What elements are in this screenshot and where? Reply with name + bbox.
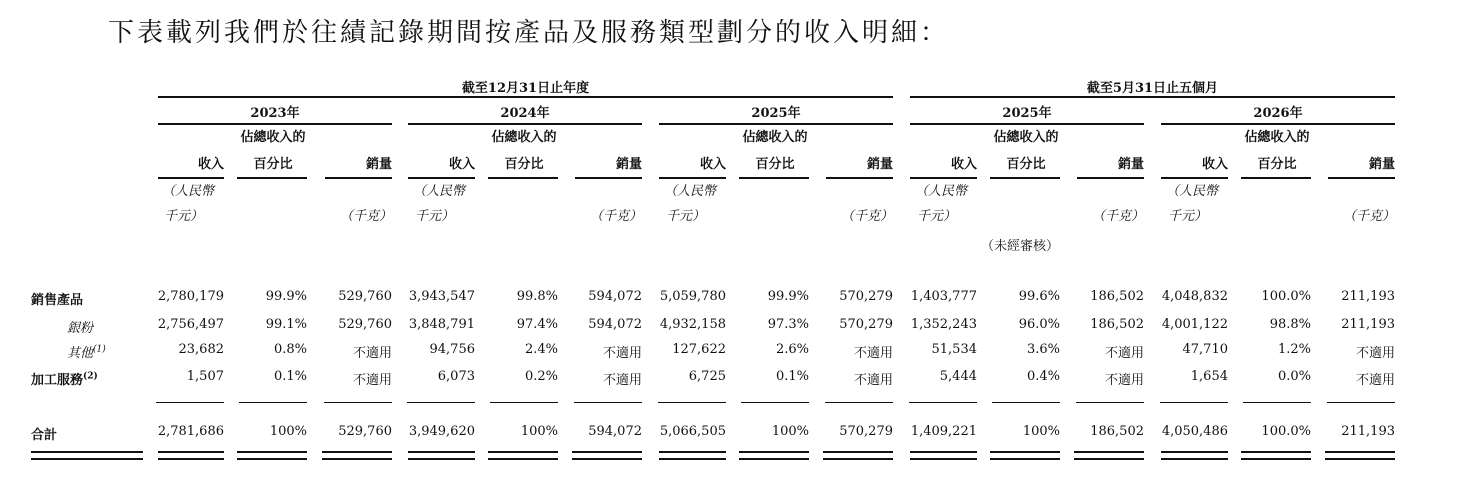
subtotal-rule (490, 402, 558, 403)
total-double-rule (237, 451, 307, 460)
table-cell: 186,502 (1090, 424, 1144, 439)
table-cell: 4,932,158 (659, 317, 726, 332)
percentage-header: 佔總收入的 (993, 130, 1059, 145)
subtotal-rule (825, 402, 893, 403)
percentage-header-rule (488, 177, 558, 179)
table-cell: 186,502 (1090, 317, 1144, 332)
table-cell: 2.4% (524, 342, 558, 357)
table-cell: 不適用 (1104, 373, 1144, 388)
table-cell: 2,781,686 (157, 424, 224, 439)
table-cell: 100% (771, 424, 809, 439)
table-cell: 51,534 (931, 342, 977, 357)
table-cell: 1,507 (186, 369, 224, 384)
table-cell: 594,072 (588, 424, 642, 439)
subtotal-rule (909, 402, 977, 403)
table-cell: 47,710 (1182, 342, 1228, 357)
table-cell: 211,193 (1341, 289, 1395, 304)
table-cell: 3.6% (1026, 342, 1060, 357)
total-double-rule (1325, 451, 1395, 460)
subtotal-rule (239, 402, 307, 403)
table-cell: 100.0% (1261, 289, 1311, 304)
row-label (67, 342, 106, 361)
total-double-rule (488, 451, 558, 460)
subtotal-rule (1327, 402, 1395, 403)
table-cell: 不適用 (352, 373, 392, 388)
table-cell: 6,073 (437, 369, 475, 384)
volume-unit: （千克） (339, 209, 392, 224)
revenue-header: 收入 (448, 157, 475, 172)
volume-header: 銷量 (365, 157, 392, 172)
table-cell: 99.6% (1018, 289, 1060, 304)
volume-header: 銷量 (1368, 157, 1395, 172)
table-cell: 594,072 (588, 317, 642, 332)
table-cell: 不適用 (352, 346, 392, 361)
table-cell: 不適用 (853, 373, 893, 388)
revenue-header: 收入 (1201, 157, 1228, 172)
subtotal-rule (574, 402, 642, 403)
revenue-unit: （人民幣 (162, 184, 215, 199)
label-double-rule (31, 451, 143, 460)
revenue-header: 收入 (950, 157, 977, 172)
table-cell: 不適用 (1104, 346, 1144, 361)
year-rule (1161, 123, 1395, 125)
table-cell: 97.4% (516, 317, 558, 332)
subtotal-rule (407, 402, 475, 403)
percentage-header-rule (990, 177, 1060, 179)
year-header: 2025年 (751, 106, 801, 121)
total-double-rule (1241, 451, 1311, 460)
percentage-header: 佔總收入的 (491, 130, 557, 145)
revenue-header: 收入 (699, 157, 726, 172)
table-cell: 2.6% (775, 342, 809, 357)
table-cell: 4,050,486 (1161, 424, 1228, 439)
table-cell: 99.8% (516, 289, 558, 304)
table-cell: 1,409,221 (910, 424, 977, 439)
table-cell: 100% (1022, 424, 1060, 439)
revenue-unit: （人民幣 (664, 184, 717, 199)
volume-unit: （千克） (589, 209, 642, 224)
revenue-unit: （人民幣 (413, 184, 466, 199)
row-label-text: 銷售產品 (31, 293, 84, 308)
footnote-marker: (2) (83, 371, 98, 382)
total-double-rule (739, 451, 809, 460)
percentage-header: 佔總收入的 (742, 130, 808, 145)
table-cell: 1.2% (1277, 342, 1311, 357)
table-cell: 211,193 (1341, 424, 1395, 439)
volume-header: 銷量 (1117, 157, 1144, 172)
total-double-rule (910, 451, 977, 460)
row-label-text: 其他 (67, 346, 94, 361)
volume-unit: （千克） (840, 209, 893, 224)
total-double-rule (1161, 451, 1228, 460)
year-rule (408, 123, 642, 125)
table-cell: 529,760 (338, 289, 392, 304)
table-cell: 0.1% (775, 369, 809, 384)
row-label (31, 289, 83, 308)
year-header: 2023年 (250, 106, 300, 121)
table-cell: 不適用 (853, 346, 893, 361)
revenue-header: 收入 (197, 157, 224, 172)
table-cell: 570,279 (839, 424, 893, 439)
table-cell: 2,780,179 (157, 289, 224, 304)
table-cell: 0.8% (273, 342, 307, 357)
table-cell: 99.1% (265, 317, 307, 332)
row-label (67, 317, 93, 336)
percentage-header: 百分比 (253, 157, 293, 172)
table-cell: 6,725 (688, 369, 726, 384)
subtotal-rule (1243, 402, 1311, 403)
table-cell: 529,760 (338, 317, 392, 332)
total-double-rule (572, 451, 642, 460)
subtotal-rule (324, 402, 392, 403)
table-cell: 94,756 (429, 342, 475, 357)
subtotal-rule (658, 402, 726, 403)
percentage-header: 百分比 (504, 157, 544, 172)
table-cell: 0.0% (1277, 369, 1311, 384)
row-label-text: 銀粉 (67, 321, 94, 336)
volume-header-rule (325, 177, 392, 179)
percentage-header: 百分比 (1006, 157, 1046, 172)
table-cell: 不適用 (602, 346, 642, 361)
period-header-annual: 截至12月31日止年度 (461, 81, 590, 96)
table-cell: 0.2% (524, 369, 558, 384)
table-cell: 5,444 (939, 369, 977, 384)
revenue-unit: 千元） (917, 209, 957, 224)
subtotal-rule (1160, 402, 1228, 403)
table-cell: 570,279 (839, 289, 893, 304)
period-rule-annual (158, 96, 893, 98)
table-cell: 5,066,505 (659, 424, 726, 439)
table-cell: 2,756,497 (157, 317, 224, 332)
volume-header: 銷量 (866, 157, 893, 172)
percentage-header: 佔總收入的 (1244, 130, 1310, 145)
total-double-rule (823, 451, 893, 460)
row-label (31, 424, 57, 443)
volume-header-rule (1328, 177, 1395, 179)
year-rule (910, 123, 1144, 125)
total-double-rule (408, 451, 475, 460)
revenue-unit: 千元） (666, 209, 706, 224)
table-cell: 0.4% (1026, 369, 1060, 384)
intro-text: 下表載列我們於往績記錄期間按產品及服務類型劃分的收入明細： (108, 18, 950, 48)
table-cell: 211,193 (1341, 317, 1395, 332)
table-cell: 97.3% (767, 317, 809, 332)
subtotal-rule (156, 402, 224, 403)
volume-unit: （千克） (1342, 209, 1395, 224)
table-cell: 3,949,620 (408, 424, 475, 439)
table-cell: 5,059,780 (659, 289, 726, 304)
percentage-header: 百分比 (1257, 157, 1297, 172)
total-double-rule (1074, 451, 1144, 460)
total-double-rule (158, 451, 224, 460)
table-cell: 99.9% (767, 289, 809, 304)
unaudited-note: （未經審核） (980, 239, 1059, 254)
percentage-header-rule (237, 177, 307, 179)
subtotal-rule (741, 402, 809, 403)
table-cell: 不適用 (602, 373, 642, 388)
volume-header-rule (575, 177, 642, 179)
table-cell: 不適用 (1355, 346, 1395, 361)
row-label (31, 369, 98, 388)
table-cell: 99.9% (265, 289, 307, 304)
table-cell: 1,403,777 (910, 289, 977, 304)
table-cell: 100% (520, 424, 558, 439)
revenue-unit: 千元） (415, 209, 455, 224)
subtotal-rule (992, 402, 1060, 403)
year-header: 2024年 (500, 106, 550, 121)
table-cell: 23,682 (178, 342, 224, 357)
year-rule (158, 123, 392, 125)
year-rule (659, 123, 893, 125)
volume-header: 銷量 (615, 157, 642, 172)
footnote-marker: (1) (93, 344, 106, 355)
table-cell: 98.8% (1269, 317, 1311, 332)
table-cell: 570,279 (839, 317, 893, 332)
percentage-header: 百分比 (755, 157, 795, 172)
table-cell: 127,622 (672, 342, 726, 357)
revenue-unit: 千元） (1168, 209, 1208, 224)
revenue-unit: 千元） (164, 209, 204, 224)
table-cell: 1,352,243 (910, 317, 977, 332)
percentage-header-rule (1241, 177, 1311, 179)
volume-header-rule (1077, 177, 1144, 179)
table-cell: 96.0% (1018, 317, 1060, 332)
revenue-unit: （人民幣 (1166, 184, 1219, 199)
percentage-header: 佔總收入的 (240, 130, 306, 145)
table-cell: 3,943,547 (408, 289, 475, 304)
table-cell: 4,048,832 (1161, 289, 1228, 304)
period-rule-five-months (910, 96, 1395, 98)
total-double-rule (322, 451, 392, 460)
volume-unit: （千克） (1091, 209, 1144, 224)
year-header: 2026年 (1253, 106, 1303, 121)
revenue-unit: （人民幣 (915, 184, 968, 199)
table-cell: 529,760 (338, 424, 392, 439)
volume-header-rule (826, 177, 893, 179)
table-cell: 100% (269, 424, 307, 439)
table-cell: 1,654 (1190, 369, 1228, 384)
row-label-text: 合計 (31, 428, 58, 443)
total-double-rule (659, 451, 726, 460)
period-header-five-months: 截至5月31日止五個月 (1086, 81, 1219, 96)
table-cell: 100.0% (1261, 424, 1311, 439)
table-cell: 4,001,122 (1161, 317, 1228, 332)
total-double-rule (990, 451, 1060, 460)
year-header: 2025年 (1002, 106, 1052, 121)
table-cell: 594,072 (588, 289, 642, 304)
table-cell: 不適用 (1355, 373, 1395, 388)
table-cell: 3,848,791 (408, 317, 475, 332)
percentage-header-rule (739, 177, 809, 179)
table-cell: 186,502 (1090, 289, 1144, 304)
subtotal-rule (1076, 402, 1144, 403)
table-cell: 0.1% (273, 369, 307, 384)
row-label-text: 加工服務 (31, 373, 84, 388)
